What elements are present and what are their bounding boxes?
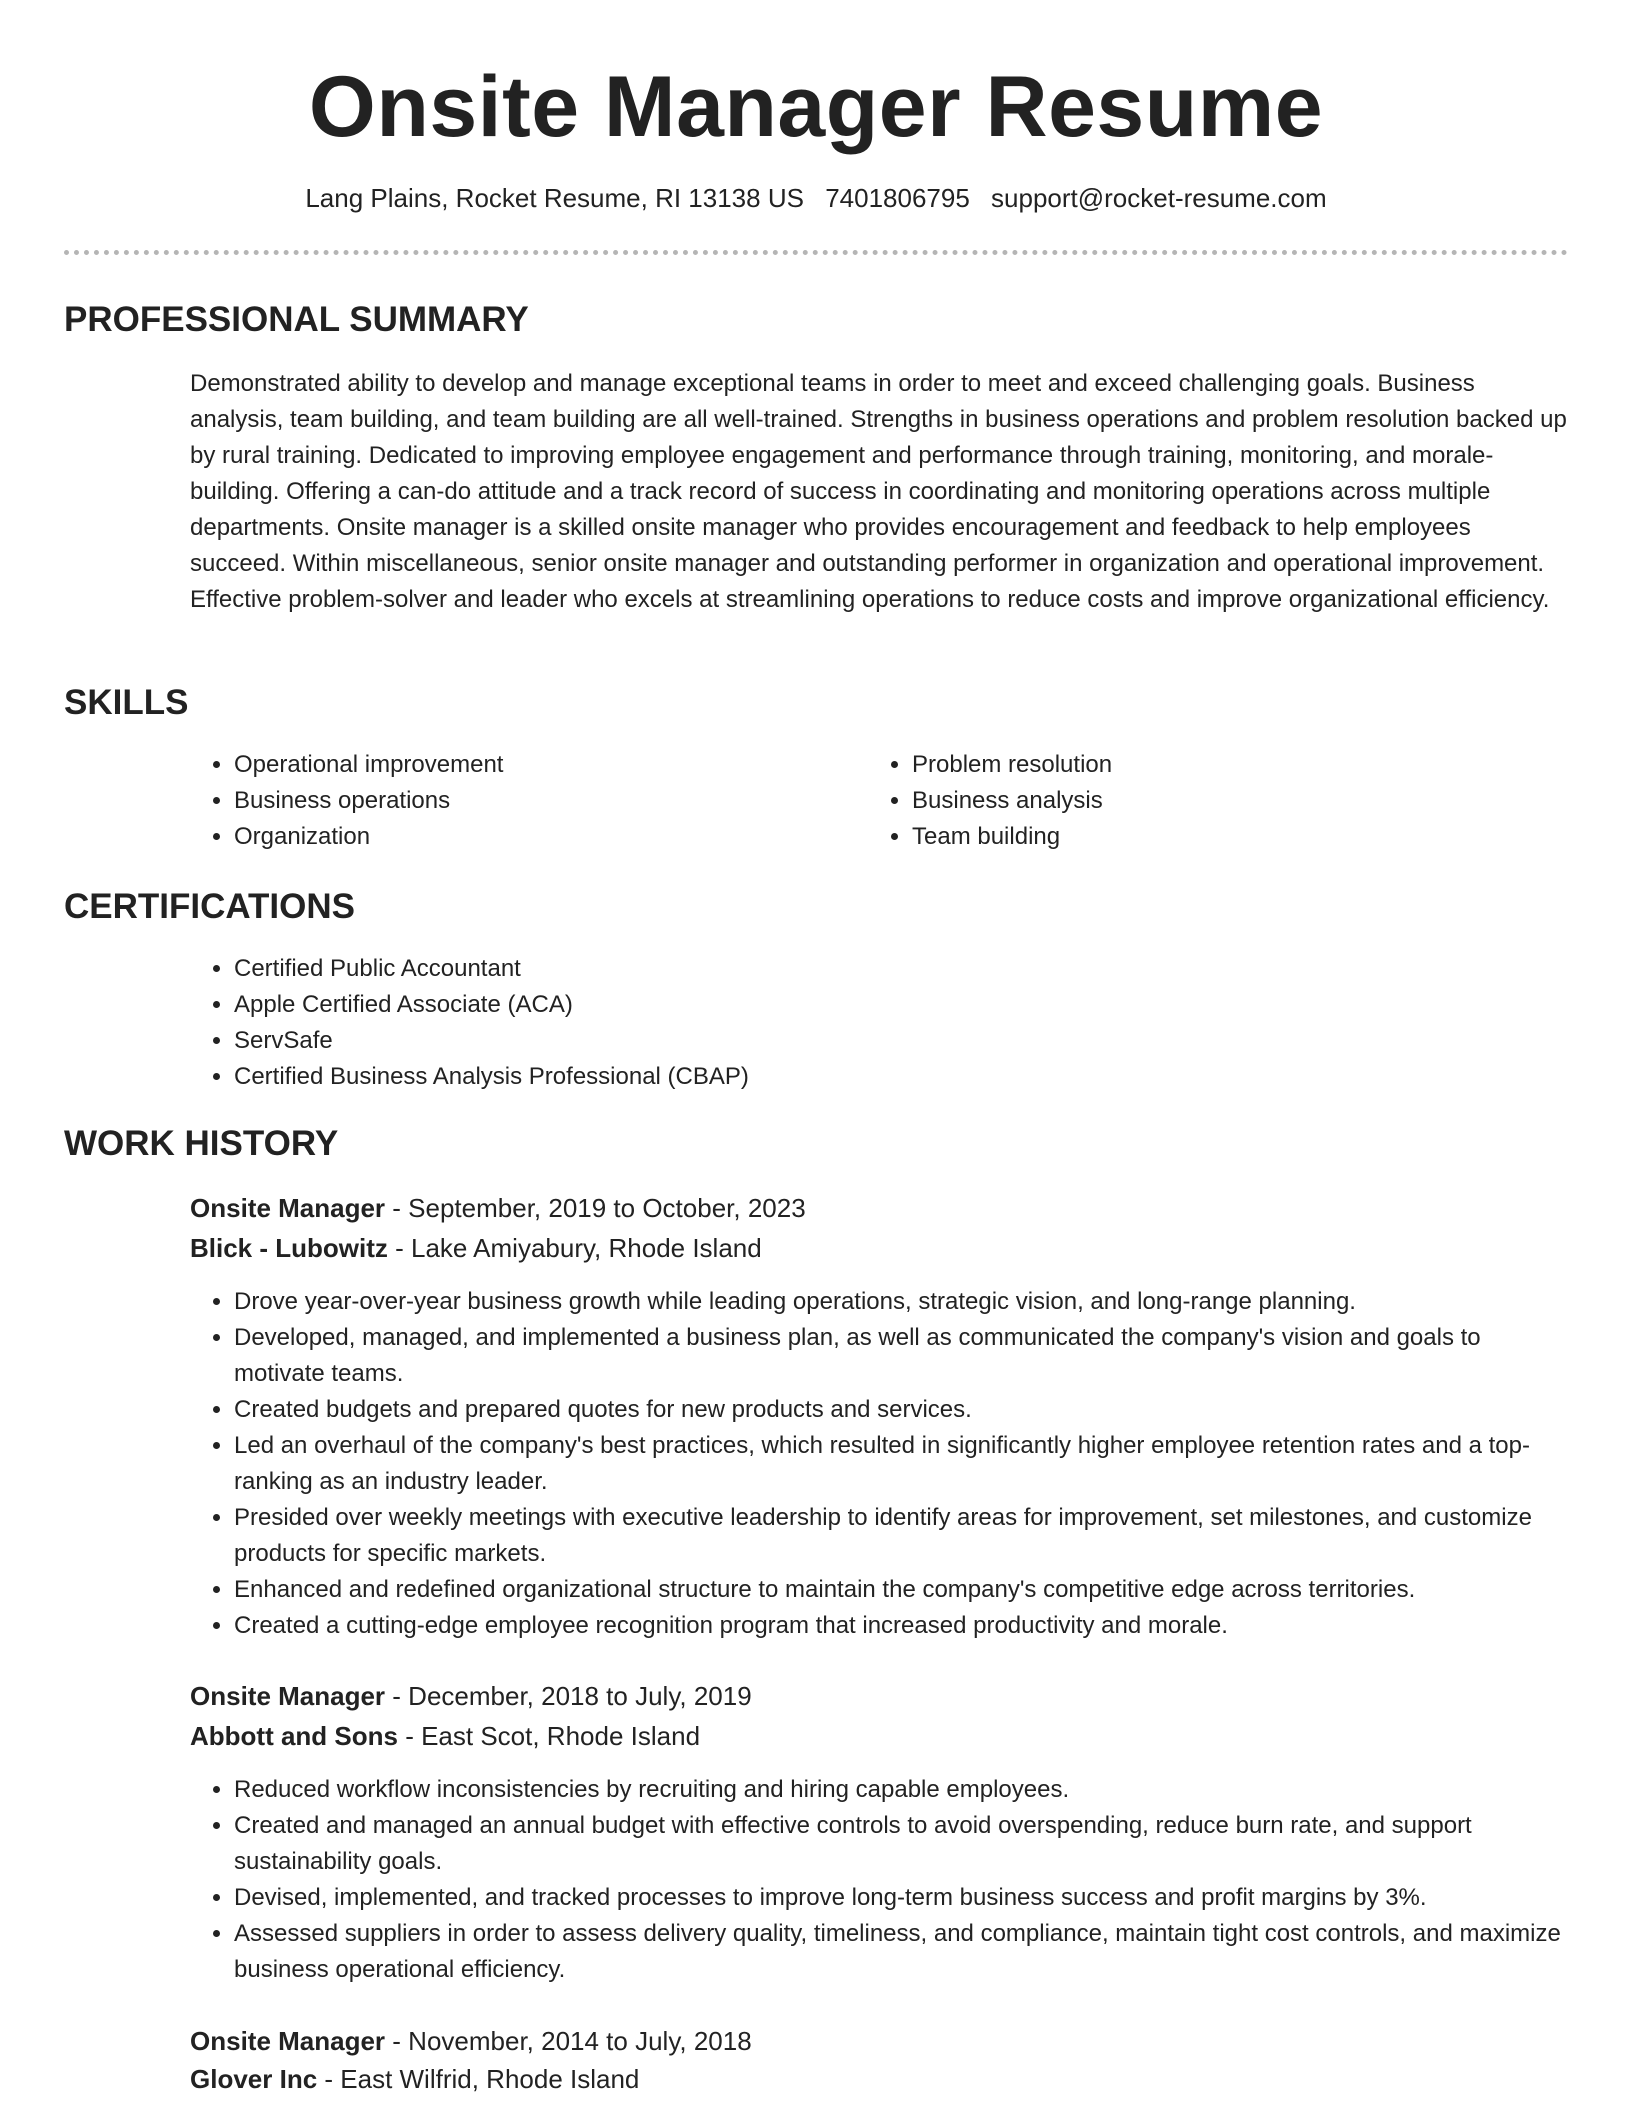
job-bullet: • Created budgets and prepared quotes for new products and services. (234, 1392, 1570, 1428)
job-bullet: • Created and managed an annual budget with effective controls to avoid overspending, reduce burn rate, and support sustainability goals. (234, 1808, 1570, 1880)
job-bullet: • Led an overhaul of the company's best practices, which resulted in significantly higher employee retention rates and a top-ranking as an industry leader. (234, 1428, 1570, 1500)
job-dates: - September, 2019 to October, 2023 (385, 1193, 806, 1223)
job-company: Glover Inc (190, 2064, 318, 2094)
resume-title: Onsite Manager Resume (308, 59, 1324, 155)
job-company-line (190, 2060, 639, 2098)
skill-item: • Organization (234, 819, 874, 855)
skill-item: • Business analysis (912, 783, 1552, 819)
job-bullet: • Assessed suppliers in order to assess delivery quality, timeliness, and compliance, maintain tight cost controls, and maximize business operational efficiency. (234, 1916, 1570, 1988)
job-title-line (190, 1189, 806, 1227)
job-title: Onsite Manager (190, 1681, 386, 1711)
contact-phone: 7401806795 (825, 183, 970, 213)
job-bullet: • Drove year-over-year business growth while leading operations, strategic vision, and long-range planning. (234, 1284, 1570, 1320)
skill-item: • Team building (912, 819, 1552, 855)
job-company-line (190, 1717, 700, 1755)
job-location: - Lake Amiyabury, Rhode Island (387, 1233, 762, 1263)
job-company: Abbott and Sons (190, 1721, 398, 1751)
certification-item: • ServSafe (234, 1023, 1570, 1059)
job-bullets (190, 1284, 1570, 1644)
job-bullet: • Reduced workflow inconsistencies by recruiting and hiring capable employees. (234, 1772, 1570, 1808)
job-company-line (190, 1229, 762, 1267)
summary-text: Demonstrated ability to develop and manage exceptional teams in order to meet and exceed challenging goals. Business analysis, team building, and team building are all well-trained. Strengths in business operations and problem resolution backed up by rural training. Dedicated to improving employee engagement and performance through training, monitoring, and morale-building. Offering a can-do attitude and a track record of success in coordinating and monitoring operations across multiple departments. Onsite manager is a skilled onsite manager who provides encouragement and feedback to help employees succeed. Within miscellaneous, senior onsite manager and outstanding performer in organization and operational improvement. Effective problem-solver and leader who excels at streamlining operations to reduce costs and improve organizational efficiency. (190, 370, 1567, 613)
certification-item: • Apple Certified Associate (ACA) (234, 987, 1570, 1023)
job-title: Onsite Manager (190, 2026, 386, 2056)
job-title-line (190, 1677, 752, 1715)
job-bullet: • Devised, implemented, and tracked processes to improve long-term business success and profit margins by 3%. (234, 1880, 1570, 1916)
job-title-line (190, 2022, 752, 2060)
contact-address: Lang Plains, Rocket Resume, RI 13138 US (305, 183, 804, 213)
certification-item: • Certified Business Analysis Professional (CBAP) (234, 1059, 1570, 1095)
skills-heading: SKILLS (64, 683, 189, 722)
work-history-heading: WORK HISTORY (64, 1124, 339, 1163)
summary-heading: PROFESSIONAL SUMMARY (64, 300, 529, 339)
contact-email: support@rocket-resume.com (991, 183, 1327, 213)
certifications-list (190, 951, 1570, 1095)
job-bullet: • Developed, managed, and implemented a business plan, as well as communicated the company's vision and goals to motivate teams. (234, 1320, 1570, 1392)
job-title: Onsite Manager (190, 1193, 386, 1223)
header-divider (64, 250, 1568, 255)
job-bullet: • Presided over weekly meetings with executive leadership to identify areas for improvement, set milestones, and customize products for specific markets. (234, 1500, 1570, 1572)
job-location: - East Scot, Rhode Island (397, 1721, 701, 1751)
skill-item: • Problem resolution (912, 747, 1552, 783)
job-bullets (190, 1772, 1570, 1988)
job-location: - East Wilfrid, Rhode Island (317, 2064, 640, 2094)
job-bullet: • Created a cutting-edge employee recognition program that increased productivity and morale. (234, 1608, 1570, 1644)
job-dates: - November, 2014 to July, 2018 (385, 2026, 752, 2056)
skill-item: • Business operations (234, 783, 874, 819)
certifications-heading: CERTIFICATIONS (64, 887, 356, 926)
skills-list-left (190, 747, 874, 855)
job-dates: - December, 2018 to July, 2019 (385, 1681, 752, 1711)
job-company: Blick - Lubowitz (190, 1233, 388, 1263)
skill-item: • Operational improvement (234, 747, 874, 783)
certification-item: • Certified Public Accountant (234, 951, 1570, 987)
contact-line (0, 180, 1632, 216)
skills-list-right (868, 747, 1552, 855)
job-bullet: • Enhanced and redefined organizational structure to maintain the company's competitive edge across territories. (234, 1572, 1570, 1608)
